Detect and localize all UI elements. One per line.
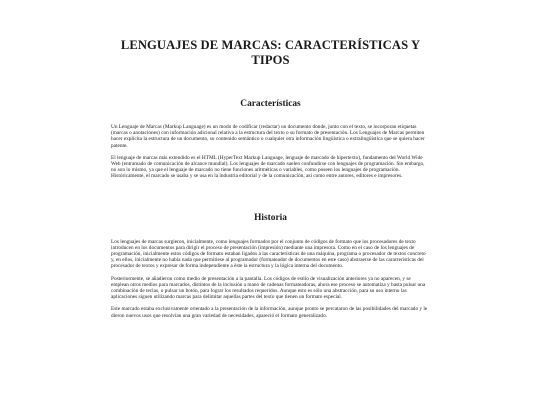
- paragraph-historia-1: Los lenguajes de marcas surgieron, inicialmente, como lenguajes formados por el conjunto de códigos de formato que los procesadores de texto introducen en los documentos para dirigir el proceso de presentación (impresión) mediante una impresora. Como en el caso de los lenguajes de programación, inicialmente estos códigos de formato estaban ligados a las características de una máquina, programa o procesador de textos concreto y, en ellos, inicialmente no había nada que permitiese al programador (formateador de documentos en este caso) abstraerse de las características del procesador de textos y expresar de forma independiente a éste la estructura y la lógica interna del documento.: [111, 238, 426, 270]
- page-title: LENGUAJES DE MARCAS: CARACTERÍSTICAS Y TIPOS: [120, 38, 421, 67]
- paragraph-caracteristicas-1: Un Lenguaje de Marcas (Markup Language) es un modo de codificar (redactar) un documento donde, junto con el texto, se incorporan etiquetas (marcas o anotaciones) con información adicional relativa a la estructura del texto o su formato de presentación. Los Lenguajes de Marcas permiten hacer explícita la estructura de un documento, su contenido semántico o cualquier otra información lingüística o extralingüística que se quiera hacer patente.: [111, 124, 425, 149]
- paragraph-historia-2: Posteriormente, se añadieron como medio de presentación a la pantalla. Los códigos de estilo de visualización anteriores ya no aparecen, y se emplean otros medios para marcados, distintos de la inclusión a mano de cadenas formateadoras, ahora ese proceso se automatiza y basta pulsar una combinación de teclas, o pulsar un botón, para lograr los resultados requeridos. Aunque esto es sólo una abstracción, para su uso interno las aplicaciones siguen utilizando marcas para delimitar aquellas partes del texto que tienen un formato especial.: [111, 275, 426, 301]
- paragraph-historia-3: Este marcado estaba exclusivamente orientado a la presentación de la información, aunque pronto se percataron de las posibilidades del marcado y le dieron nuevos usos que resolvían una gran variedad de necesidades, apareció el formato generalizado.: [111, 306, 428, 319]
- section-heading-historia: Historia: [254, 212, 287, 223]
- paragraph-caracteristicas-2: El lenguaje de marcas más extendido es el HTML (HyperText Markup Language, lenguaje de marcado de hipertexto), fundamento del World Wide Web (entramado de comunicación de alcance mundial). Los lenguajes de marcado suelen confundirse con lenguajes de programación. Sin embargo, no son lo mismo, ya que el lenguaje de marcado no tiene funciones aritméticas o variables, como poseen los lenguajes de programación. Históricamente, el marcado se usaba y se usa en la industria editorial y de la comunicación, así como entre autores, editores e impresores.: [111, 154, 425, 180]
- section-heading-caracteristicas: Características: [240, 99, 301, 109]
